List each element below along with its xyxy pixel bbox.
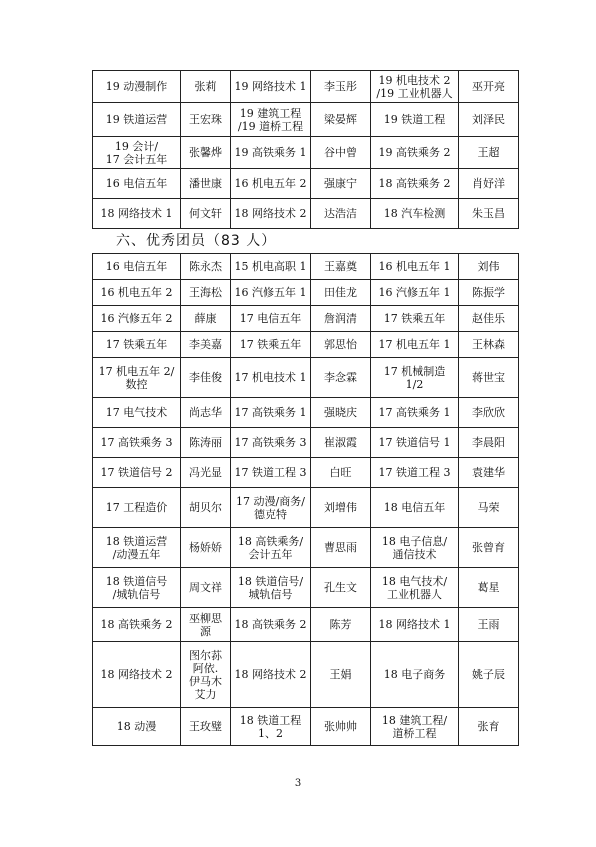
class-name-cell: 18 高铁乘务 2 <box>93 608 181 642</box>
class-name-cell: 18 铁道信号/ 城轨信号 <box>231 568 311 608</box>
table-row <box>93 137 519 169</box>
person-name-cell: 詹润清 <box>311 306 371 332</box>
person-name-cell: 王玫璧 <box>181 708 231 746</box>
person-name-cell: 潘世康 <box>181 169 231 199</box>
person-name-cell: 巫开亮 <box>459 71 519 103</box>
person-name-cell: 袁建华 <box>459 458 519 488</box>
person-name-cell: 图尔荪 阿依. 伊马木 艾力 <box>181 642 231 708</box>
person-name-cell: 梁晏辉 <box>311 103 371 137</box>
table-row <box>93 103 519 137</box>
table-row <box>93 428 519 458</box>
class-name-cell: 19 机电技术 2 /19 工业机器人 <box>371 71 459 103</box>
table-row <box>93 280 519 306</box>
person-name-cell: 王海松 <box>181 280 231 306</box>
table-row <box>93 71 519 103</box>
class-name-cell: 16 电信五年 <box>93 254 181 280</box>
class-name-cell: 19 高铁乘务 2 <box>371 137 459 169</box>
person-name-cell: 胡贝尔 <box>181 488 231 528</box>
class-name-cell: 18 高铁乘务/ 会计五年 <box>231 528 311 568</box>
person-name-cell: 何文轩 <box>181 199 231 229</box>
person-name-cell: 李欣欣 <box>459 398 519 428</box>
class-name-cell: 18 网络技术 2 <box>231 642 311 708</box>
person-name-cell: 赵佳乐 <box>459 306 519 332</box>
person-name-cell: 张育 <box>459 708 519 746</box>
class-name-cell: 17 铁乘五年 <box>371 306 459 332</box>
table-row <box>93 332 519 358</box>
person-name-cell: 陈涛丽 <box>181 428 231 458</box>
table-row <box>93 642 519 708</box>
person-name-cell: 王嘉奠 <box>311 254 371 280</box>
person-name-cell: 陈永杰 <box>181 254 231 280</box>
class-name-cell: 16 机电五年 1 <box>371 254 459 280</box>
table-row <box>93 254 519 280</box>
class-name-cell: 18 网络技术 1 <box>371 608 459 642</box>
person-name-cell: 白旺 <box>311 458 371 488</box>
class-name-cell: 18 铁道工程 1、2 <box>231 708 311 746</box>
class-name-cell: 19 铁道工程 <box>371 103 459 137</box>
class-name-cell: 17 铁乘五年 <box>93 332 181 358</box>
person-name-cell: 陈振学 <box>459 280 519 306</box>
class-name-cell: 16 汽修五年 1 <box>371 280 459 306</box>
class-name-cell: 18 铁道信号 /城轨信号 <box>93 568 181 608</box>
class-name-cell: 18 网络技术 1 <box>93 199 181 229</box>
person-name-cell: 张馨烨 <box>181 137 231 169</box>
person-name-cell: 李玉彤 <box>311 71 371 103</box>
honor-table-top <box>92 70 519 229</box>
class-name-cell: 17 工程造价 <box>93 488 181 528</box>
person-name-cell: 达浩洁 <box>311 199 371 229</box>
class-name-cell: 17 机电五年 1 <box>371 332 459 358</box>
class-name-cell: 18 电气技术/ 工业机器人 <box>371 568 459 608</box>
class-name-cell: 17 机电技术 1 <box>231 358 311 398</box>
class-name-cell: 17 高铁乘务 1 <box>231 398 311 428</box>
class-name-cell: 18 电子信息/ 通信技术 <box>371 528 459 568</box>
table-row <box>93 458 519 488</box>
person-name-cell: 肖妤洋 <box>459 169 519 199</box>
person-name-cell: 冯光显 <box>181 458 231 488</box>
person-name-cell: 王宏珠 <box>181 103 231 137</box>
class-name-cell: 19 会计/ 17 会计五年 <box>93 137 181 169</box>
section-heading-excellent-members: 六、优秀团员（83 人） <box>116 233 277 249</box>
table-row <box>93 708 519 746</box>
person-name-cell: 周文祥 <box>181 568 231 608</box>
class-name-cell: 18 电子商务 <box>371 642 459 708</box>
person-name-cell: 张曾育 <box>459 528 519 568</box>
person-name-cell: 谷中曾 <box>311 137 371 169</box>
class-name-cell: 19 高铁乘务 1 <box>231 137 311 169</box>
class-name-cell: 17 铁道工程 3 <box>231 458 311 488</box>
person-name-cell: 李佳俊 <box>181 358 231 398</box>
person-name-cell: 陈芳 <box>311 608 371 642</box>
person-name-cell: 田佳龙 <box>311 280 371 306</box>
table-row <box>93 488 519 528</box>
person-name-cell: 强晓庆 <box>311 398 371 428</box>
class-name-cell: 16 汽修五年 2 <box>93 306 181 332</box>
class-name-cell: 17 高铁乘务 3 <box>231 428 311 458</box>
class-name-cell: 18 汽车检测 <box>371 199 459 229</box>
person-name-cell: 李念霖 <box>311 358 371 398</box>
table-row <box>93 199 519 229</box>
table-row <box>93 398 519 428</box>
class-name-cell: 16 汽修五年 1 <box>231 280 311 306</box>
person-name-cell: 张莉 <box>181 71 231 103</box>
class-name-cell: 17 铁乘五年 <box>231 332 311 358</box>
person-name-cell: 李晨阳 <box>459 428 519 458</box>
class-name-cell: 17 机械制造 1/2 <box>371 358 459 398</box>
person-name-cell: 刘伟 <box>459 254 519 280</box>
person-name-cell: 王林森 <box>459 332 519 358</box>
class-name-cell: 18 网络技术 2 <box>93 642 181 708</box>
table-row <box>93 568 519 608</box>
person-name-cell: 张帅帅 <box>311 708 371 746</box>
person-name-cell: 马荣 <box>459 488 519 528</box>
person-name-cell: 巫柳思 源 <box>181 608 231 642</box>
class-name-cell: 18 电信五年 <box>371 488 459 528</box>
class-name-cell: 17 电气技术 <box>93 398 181 428</box>
class-name-cell: 17 高铁乘务 3 <box>93 428 181 458</box>
person-name-cell: 刘泽民 <box>459 103 519 137</box>
table-row <box>93 169 519 199</box>
class-name-cell: 18 动漫 <box>93 708 181 746</box>
class-name-cell: 19 铁道运营 <box>93 103 181 137</box>
person-name-cell: 曹思雨 <box>311 528 371 568</box>
table-row <box>93 608 519 642</box>
excellent-members-table <box>92 253 519 746</box>
person-name-cell: 葛星 <box>459 568 519 608</box>
person-name-cell: 蒋世宝 <box>459 358 519 398</box>
person-name-cell: 姚子辰 <box>459 642 519 708</box>
class-name-cell: 17 动漫/商务/ 德克特 <box>231 488 311 528</box>
person-name-cell: 郭思怡 <box>311 332 371 358</box>
class-name-cell: 16 电信五年 <box>93 169 181 199</box>
person-name-cell: 强康宁 <box>311 169 371 199</box>
class-name-cell: 15 机电高职 1 <box>231 254 311 280</box>
person-name-cell: 朱玉昌 <box>459 199 519 229</box>
class-name-cell: 17 机电五年 2/ 数控 <box>93 358 181 398</box>
person-name-cell: 孔生文 <box>311 568 371 608</box>
class-name-cell: 18 高铁乘务 2 <box>371 169 459 199</box>
person-name-cell: 王娟 <box>311 642 371 708</box>
class-name-cell: 18 铁道运营 /动漫五年 <box>93 528 181 568</box>
table-row <box>93 306 519 332</box>
page-number: 3 <box>294 778 302 789</box>
class-name-cell: 19 建筑工程 /19 道桥工程 <box>231 103 311 137</box>
person-name-cell: 薛康 <box>181 306 231 332</box>
person-name-cell: 王雨 <box>459 608 519 642</box>
person-name-cell: 刘增伟 <box>311 488 371 528</box>
class-name-cell: 19 动漫制作 <box>93 71 181 103</box>
person-name-cell: 杨娇娇 <box>181 528 231 568</box>
class-name-cell: 19 网络技术 1 <box>231 71 311 103</box>
person-name-cell: 王超 <box>459 137 519 169</box>
class-name-cell: 18 建筑工程/ 道桥工程 <box>371 708 459 746</box>
class-name-cell: 17 铁道信号 1 <box>371 428 459 458</box>
class-name-cell: 16 机电五年 2 <box>231 169 311 199</box>
person-name-cell: 尚志华 <box>181 398 231 428</box>
class-name-cell: 17 高铁乘务 1 <box>371 398 459 428</box>
class-name-cell: 18 高铁乘务 2 <box>231 608 311 642</box>
table-row <box>93 528 519 568</box>
class-name-cell: 17 铁道信号 2 <box>93 458 181 488</box>
class-name-cell: 17 电信五年 <box>231 306 311 332</box>
class-name-cell: 17 铁道工程 3 <box>371 458 459 488</box>
class-name-cell: 16 机电五年 2 <box>93 280 181 306</box>
person-name-cell: 崔淑霞 <box>311 428 371 458</box>
table-row <box>93 358 519 398</box>
class-name-cell: 18 网络技术 2 <box>231 199 311 229</box>
person-name-cell: 李美嘉 <box>181 332 231 358</box>
